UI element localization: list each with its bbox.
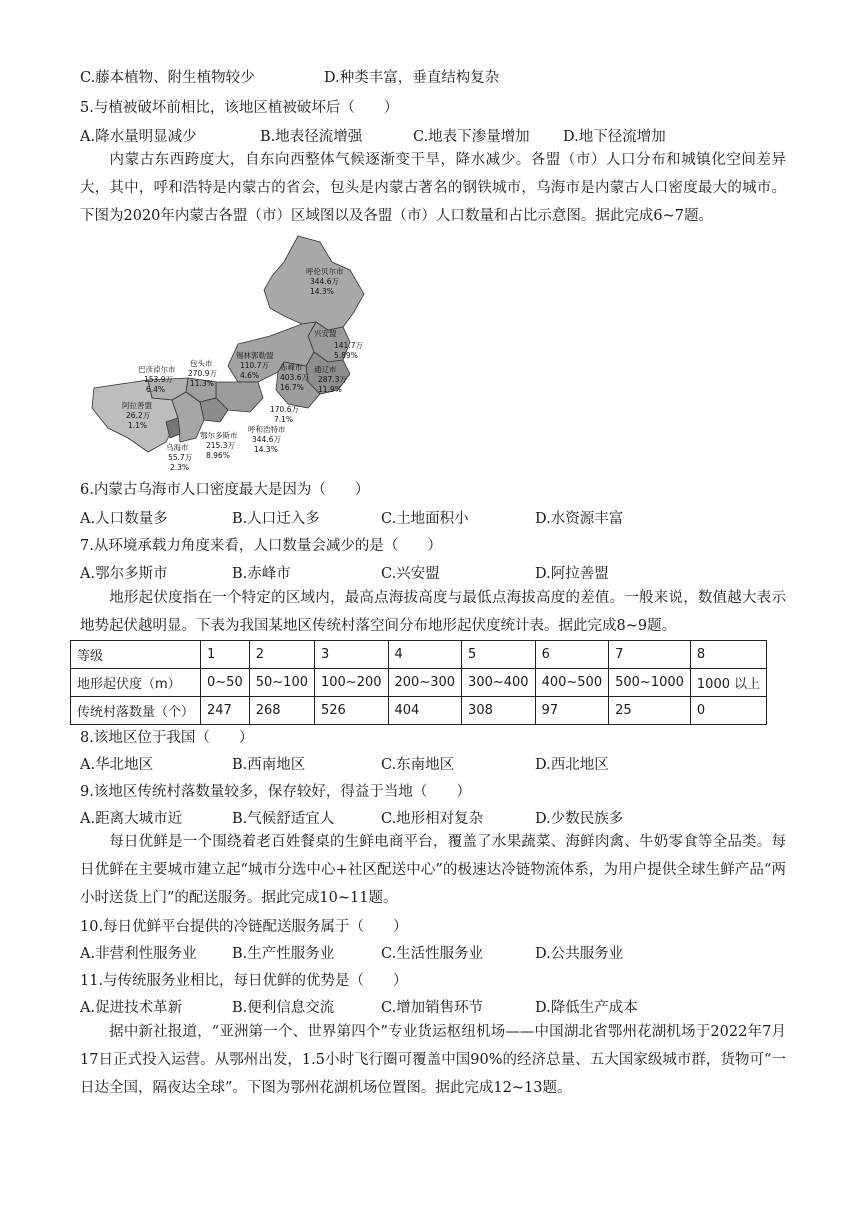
label-tongliao-pop: 287.3万 [318, 375, 347, 384]
label-baotou-name: 包头市 [190, 359, 213, 368]
table-row: 传统村落数量（个） 247 268 526 404 308 97 25 0 [71, 697, 767, 725]
label-xilingol-pct: 4.6% [240, 371, 260, 380]
q5-option-d: D.地下径流增加 [563, 129, 666, 145]
label-wuhai-pct: 2.3% [170, 463, 190, 472]
q10-options [80, 944, 780, 964]
label-hohhot-name: 呼和浩特市 [248, 425, 286, 434]
q6-option-d: D.水资源丰富 [535, 511, 624, 527]
q10-option-c: C.生活性服务业 [381, 946, 484, 962]
label-xingan-pop: 141.7万 [334, 341, 363, 350]
row-label-count: 传统村落数量（个） [71, 697, 201, 725]
q10-stem: 10.每日优鲜平台提供的冷链配送服务属于（ ） [80, 919, 408, 935]
q8-option-b: B.西南地区 [232, 757, 306, 773]
q4-options [80, 68, 780, 88]
label-baotou-pct: 11.3% [190, 379, 214, 388]
q7-option-c: C.兴安盟 [381, 566, 440, 582]
label-hohhot-pct: 14.3% [254, 445, 278, 454]
label-chifeng-name: 赤峰市 [280, 363, 303, 372]
passage-8-9: 地形起伏度指在一个特定的区域内，最高点海拔高度与最低点海拔高度的差值。一般来说，数值越大表示地势起伏越明显。下表为我国某地区传统村落空间分布地形起伏度统计表。据此完成8~9题。 [80, 590, 786, 634]
label-baotou-pop: 270.9万 [188, 369, 217, 378]
q9-option-a: A.距离大城市近 [80, 811, 183, 827]
label-alxa-pop: 26.2万 [126, 411, 151, 420]
q4-option-c: C.藤本植物、附生植物较少 [80, 70, 255, 86]
label-alxa-pct: 1.1% [128, 421, 148, 430]
label-hulunbuir-name: 呼伦贝尔市 [306, 267, 344, 276]
q11-option-d: D.降低生产成本 [535, 1000, 638, 1016]
label-xingan-name: 兴安盟 [314, 329, 337, 338]
label-bayannur-name: 巴彦淖尔市 [138, 365, 176, 374]
q11-stem: 11.与传统服务业相比，每日优鲜的优势是（ ） [80, 973, 408, 989]
q5-option-c: C.地表下渗量增加 [413, 129, 530, 145]
label-chifeng-pop: 403.6万 [280, 373, 309, 382]
q5-option-a: A.降水量明显减少 [80, 129, 197, 145]
label-bayannur-pop: 153.9万 [144, 375, 173, 384]
label-wuhai-name: 乌海市 [166, 443, 189, 452]
q5-options [80, 127, 780, 147]
row-label-grade: 等级 [71, 641, 201, 669]
label-ordos-pop: 215.3万 [206, 441, 235, 450]
q5-stem: 5.与植被破坏前相比，该地区植被破坏后（ ） [80, 100, 399, 116]
q7-option-a: A.鄂尔多斯市 [80, 566, 168, 582]
q8-option-d: D.西北地区 [535, 757, 609, 773]
q8-stem: 8.该地区位于我国（ ） [80, 730, 254, 746]
row-label-relief: 地形起伏度（m） [71, 669, 201, 697]
q10-option-b: B.生产性服务业 [232, 946, 335, 962]
q6-options [80, 509, 780, 529]
passage-10-11: 每日优鲜是一个围绕着老百姓餐桌的生鲜电商平台，覆盖了水果蔬菜、海鲜肉禽、牛奶零食等全品类。每日优鲜在主要城市建立起“城市分选中心+社区配送中心”的极速达冷链物流体系，为用户提供全球生鲜产品“两小时送货上门”的配送服务。据此完成10~11题。 [80, 834, 786, 906]
label-ulanqab-pct: 7.1% [274, 415, 294, 424]
q7-option-b: B.赤峰市 [232, 566, 291, 582]
q10-option-a: A.非营利性服务业 [80, 946, 197, 962]
inner-mongolia-map [88, 232, 388, 472]
label-wuhai-pop: 55.7万 [168, 453, 193, 462]
label-xilingol-name: 锡林郭勒盟 [236, 351, 274, 360]
label-xilingol-pop: 110.7万 [240, 361, 269, 370]
q11-option-c: C.增加销售环节 [381, 1000, 484, 1016]
q6-option-b: B.人口迁入多 [232, 511, 320, 527]
label-ulanqab-pop: 170.6万 [270, 405, 299, 414]
q7-option-d: D.阿拉善盟 [535, 566, 609, 582]
label-ordos-name: 鄂尔多斯市 [200, 431, 238, 440]
q6-option-a: A.人口数量多 [80, 511, 168, 527]
label-tongliao-name: 通辽市 [314, 365, 337, 374]
q9-option-c: C.地形相对复杂 [381, 811, 484, 827]
passage-6-7: 内蒙古东西跨度大，自东向西整体气候逐渐变干旱，降水减少。各盟（市）人口分布和城镇化空间差异大，其中，呼和浩特是内蒙古的省会，包头是内蒙古著名的钢铁城市，乌海市是内蒙古人口密度最大的城市。下图为2020年内蒙古各盟（市）区域图以及各盟（市）人口数量和占比示意图。据此完成6~7题。 [80, 152, 786, 224]
q9-option-d: D.少数民族多 [535, 811, 624, 827]
label-tongliao-pct: 11.9% [318, 385, 342, 394]
label-hulunbuir-pct: 14.3% [310, 287, 334, 296]
table-row: 地形起伏度（m） 0~50 50~100 100~200 200~300 300~400 400~500 500~1000 1000 以上 [71, 669, 767, 697]
q5-option-b: B.地表径流增强 [260, 129, 363, 145]
q8-options [80, 755, 780, 775]
table-row: 等级 1 2 3 4 5 6 7 8 [71, 641, 767, 669]
label-hohhot-pop: 344.6万 [252, 435, 281, 444]
passage-12-13: 据中新社报道，“亚洲第一个、世界第四个”专业货运枢纽机场——中国湖北省鄂州花湖机场于2022年7月17日正式投入运营。从鄂州出发，1.5小时飞行圈可覆盖中国90%的经济总量、五大国家级城市群，货物可“一日达全国，隔夜达全球”。下图为鄂州花湖机场位置图。据此完成12~13题。 [80, 1024, 786, 1096]
q11-option-a: A.促进技术革新 [80, 1000, 183, 1016]
q7-options [80, 564, 780, 584]
q11-options [80, 998, 780, 1018]
q8-option-c: C.东南地区 [381, 757, 455, 773]
q6-option-c: C.土地面积小 [381, 511, 469, 527]
q4-option-d: D.种类丰富，垂直结构复杂 [324, 70, 500, 86]
label-hulunbuir-pop: 344.6万 [310, 277, 339, 286]
label-xingan-pct: 5.89% [334, 351, 358, 360]
q11-option-b: B.便利信息交流 [232, 1000, 335, 1016]
label-ordos-pct: 8.96% [206, 451, 230, 460]
label-bayannur-pct: 6.4% [146, 385, 166, 394]
q10-option-d: D.公共服务业 [535, 946, 624, 962]
q9-options [80, 809, 780, 829]
q8-option-a: A.华北地区 [80, 757, 154, 773]
q7-stem: 7.从环境承载力角度来看，人口数量会减少的是（ ） [80, 538, 442, 554]
relief-village-table [70, 640, 767, 725]
label-alxa-name: 阿拉善盟 [122, 401, 152, 410]
q9-stem: 9.该地区传统村落数量较多，保存较好，得益于当地（ ） [80, 784, 471, 800]
q6-stem: 6.内蒙古乌海市人口密度最大是因为（ ） [80, 482, 370, 498]
label-chifeng-pct: 16.7% [280, 383, 304, 392]
q9-option-b: B.气候舒适宜人 [232, 811, 335, 827]
